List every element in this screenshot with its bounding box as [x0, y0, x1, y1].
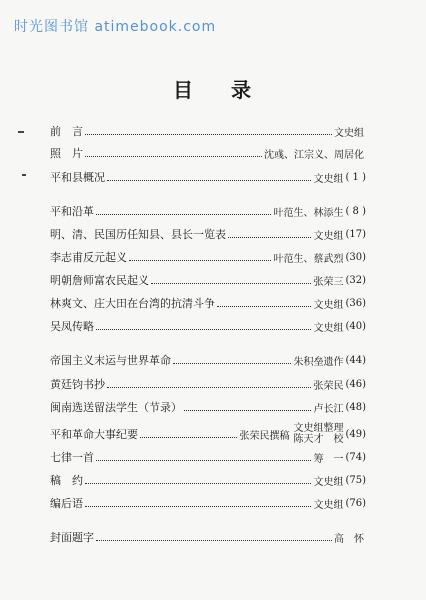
toc-entry-author: 筹 一	[313, 453, 344, 465]
toc-entry-page: (40)	[345, 320, 366, 332]
toc-entry-title: 林爽文、庄大田在台湾的抗清斗争	[50, 297, 215, 310]
toc-entry-author: 张荣民	[313, 380, 344, 392]
leader-dots	[96, 539, 332, 541]
toc-entry-page: ( 8 )	[345, 205, 366, 217]
toc-entry-author-prefix: 张荣民撰稿	[239, 430, 290, 442]
toc-entry-author-stack	[293, 423, 343, 445]
leader-dots	[85, 482, 311, 484]
toc-entry-author-line: 文史组整理	[293, 423, 344, 434]
toc-entry-title: 帝国主义末运与世界革命	[50, 354, 171, 367]
toc-entry[interactable]	[50, 121, 366, 141]
toc-entry-title: 平和县概况	[50, 171, 105, 184]
leader-dots	[129, 259, 271, 261]
toc-entry[interactable]	[50, 143, 366, 163]
toc-entry-title: 平和沿革	[50, 205, 94, 218]
toc-entry-page: (74)	[345, 451, 366, 463]
leader-dots	[85, 133, 332, 135]
toc-entry-author: 文史组	[313, 476, 344, 488]
leader-dots	[151, 282, 311, 284]
toc-entry-author: 朱积垒遗作	[293, 356, 344, 368]
toc-entry-author: 张荣三	[313, 276, 344, 288]
leader-dots	[107, 386, 311, 388]
toc-entry[interactable]	[50, 493, 366, 513]
leader-dots	[173, 362, 291, 364]
leader-dots	[96, 213, 271, 215]
toc-entry[interactable]	[50, 201, 366, 221]
title-char-2: 录	[231, 78, 251, 102]
toc-entry-page: (76)	[345, 497, 366, 509]
toc-entry-page: (36)	[345, 297, 366, 309]
toc-entry-title: 封面题字	[50, 531, 94, 544]
toc-entry-author: 文史组	[313, 499, 344, 511]
toc-entry[interactable]	[50, 527, 366, 547]
toc-entry[interactable]	[50, 167, 366, 187]
leader-dots	[217, 305, 311, 307]
toc-entry-title: 稿 约	[50, 474, 83, 487]
watermark-text: 时光图书馆 atimebook.com	[14, 19, 217, 35]
leader-dots	[107, 179, 311, 181]
toc-entry-author-line: 陈天才 校	[293, 434, 344, 445]
toc-entry-title: 前 言	[50, 125, 83, 138]
leader-dots	[228, 236, 311, 238]
leader-dots	[184, 409, 311, 411]
toc-entry-author: 文史组	[313, 299, 344, 311]
toc-entry-author: 文史组	[313, 322, 344, 334]
toc-entry-title: 明朝詹师富农民起义	[50, 274, 149, 287]
toc-entry-page: (17)	[345, 228, 366, 240]
toc-entry-title: 编后语	[50, 497, 83, 510]
toc-entry-page: (32)	[345, 274, 366, 286]
toc-entry-page: (49)	[345, 428, 366, 440]
toc-entry[interactable]	[50, 470, 366, 490]
leader-dots	[140, 436, 237, 438]
toc-entry-title: 照 片	[50, 147, 83, 160]
leader-dots	[85, 505, 311, 507]
toc-entry-author: 沈彧、江宗义、周居化	[264, 149, 364, 161]
toc-entry[interactable]	[50, 397, 366, 417]
toc-entry-page: (46)	[345, 378, 366, 390]
toc-entry[interactable]	[50, 316, 366, 336]
toc-entry-page: ( 1 )	[345, 171, 366, 183]
toc-entry-author: 叶范生、林添生	[273, 207, 344, 219]
margin-mark	[22, 174, 26, 176]
toc-entry-page: (30)	[345, 251, 366, 263]
leader-dots	[85, 155, 262, 157]
toc-entry[interactable]	[50, 374, 366, 394]
leader-dots	[96, 328, 311, 330]
toc-entry[interactable]	[50, 247, 366, 267]
toc-entry-author: 叶范生、蔡武烈	[273, 253, 344, 265]
toc-entry-author: 高 怀	[334, 533, 364, 545]
toc-entry[interactable]	[50, 447, 366, 467]
toc-entry-author: 文史组	[313, 173, 344, 185]
toc-entry-page: (44)	[345, 354, 366, 366]
toc-entry[interactable]	[50, 293, 366, 313]
toc-entry-title: 闽南选送留法学生（节录）	[50, 401, 182, 414]
toc-entry[interactable]	[50, 224, 366, 244]
toc-entry-title: 吴凤传略	[50, 320, 94, 333]
toc-entry-title: 李志甫反元起义	[50, 251, 127, 264]
toc-entry-title: 黄廷钧书抄	[50, 378, 105, 391]
toc-entry[interactable]	[50, 421, 366, 447]
margin-mark	[18, 131, 24, 133]
toc-entry-title: 七律一首	[50, 451, 94, 464]
toc-entry-title: 明、清、民国历任知县、县长一览表	[50, 228, 226, 241]
toc-entry-page: (48)	[345, 401, 366, 413]
toc-entry-author: 卢长江	[313, 403, 344, 415]
toc-entry-author: 文史组	[334, 127, 364, 139]
toc-entry-author: 文史组	[313, 230, 344, 242]
title-char-1: 目	[173, 78, 193, 102]
toc-entry-title: 平和革命大事纪要	[50, 428, 138, 441]
leader-dots	[96, 459, 311, 461]
toc-entry[interactable]	[50, 270, 366, 290]
toc-entry-page: (75)	[345, 474, 366, 486]
toc-entry[interactable]	[50, 350, 366, 370]
